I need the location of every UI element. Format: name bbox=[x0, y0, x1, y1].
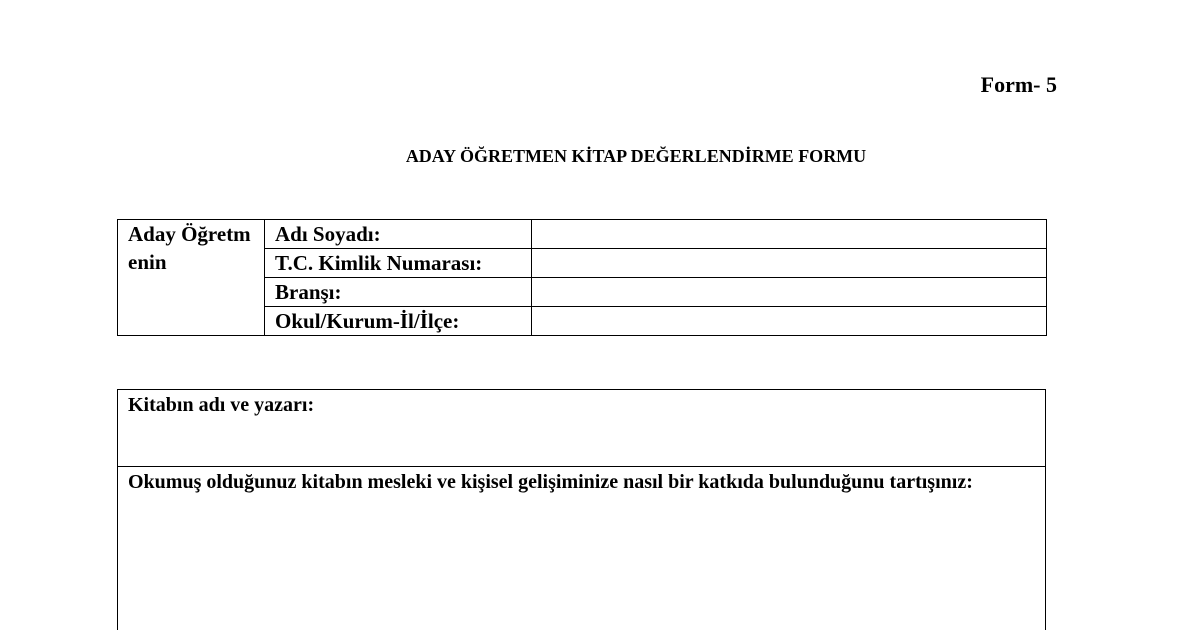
table-row bbox=[118, 390, 1046, 467]
id-number-label: T.C. Kimlik Numarası: bbox=[265, 249, 532, 278]
table-row bbox=[118, 220, 1047, 249]
book-evaluation-table bbox=[117, 389, 1046, 630]
id-number-field[interactable] bbox=[532, 249, 1047, 278]
book-title-author-field[interactable]: Kitabın adı ve yazarı: bbox=[118, 390, 1046, 467]
document-title: ADAY ÖĞRETMEN KİTAP DEĞERLENDİRME FORMU bbox=[405, 146, 867, 166]
school-location-field[interactable] bbox=[532, 307, 1047, 336]
book-contribution-field[interactable]: Okumuş olduğunuz kitabın mesleki ve kişisel gelişiminize nasıl bir katkıda bulunduğunu tartışınız: bbox=[118, 467, 1046, 630]
name-field[interactable] bbox=[532, 220, 1047, 249]
branch-field[interactable] bbox=[532, 278, 1047, 307]
form-number: Form- 5 bbox=[980, 72, 1057, 97]
table-row bbox=[118, 467, 1046, 630]
candidate-group-label: Aday Öğretmenin bbox=[118, 220, 265, 336]
school-location-label: Okul/Kurum-İl/İlçe: bbox=[265, 307, 532, 336]
name-label: Adı Soyadı: bbox=[265, 220, 532, 249]
candidate-info-table bbox=[117, 219, 1047, 336]
branch-label: Branşı: bbox=[265, 278, 532, 307]
